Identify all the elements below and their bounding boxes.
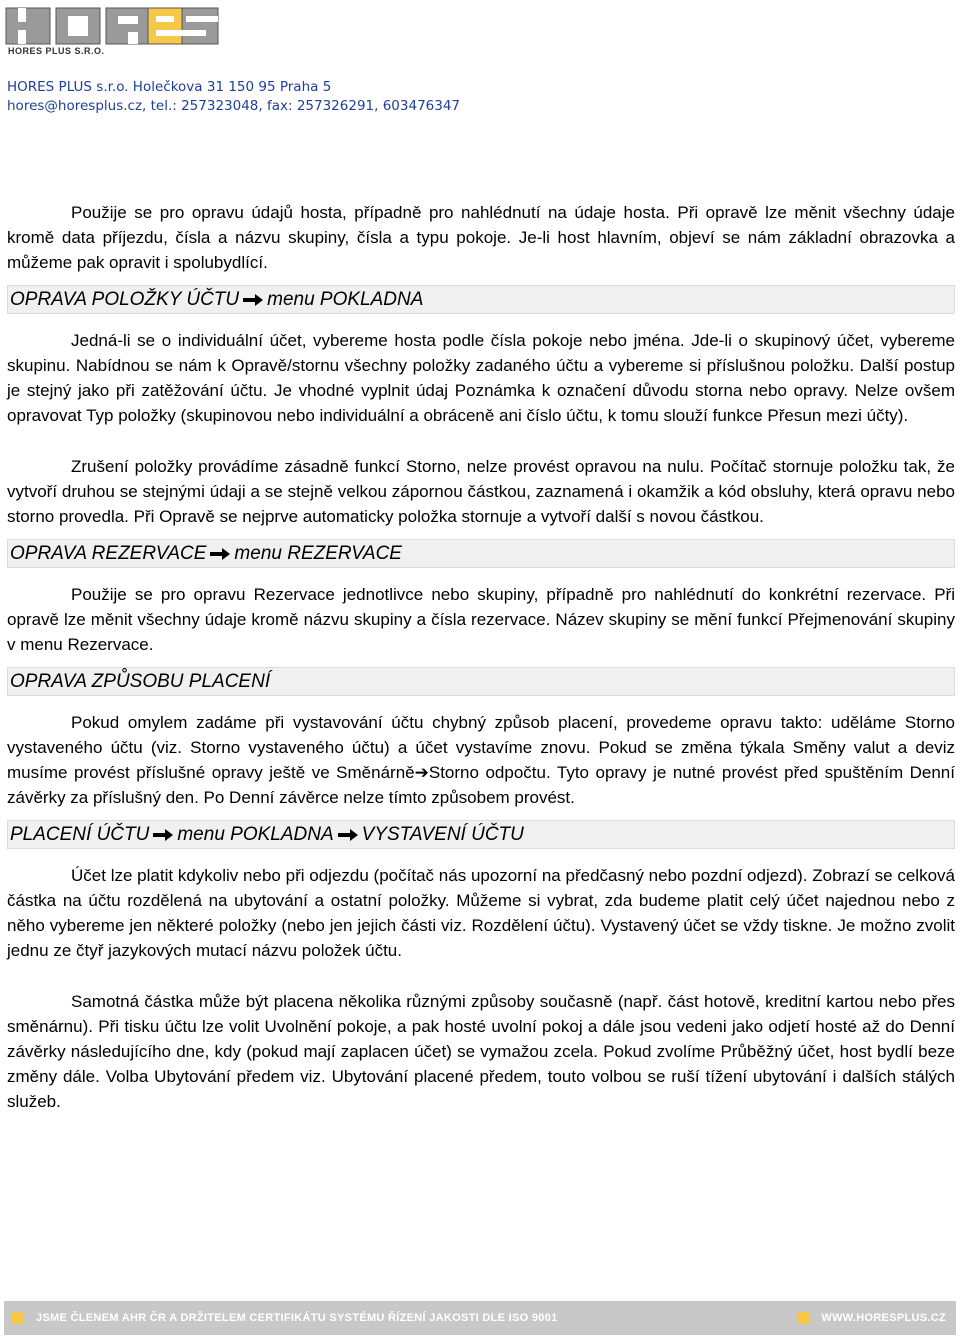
arrow-right-icon — [153, 821, 173, 848]
footer-certification-text: JSME ČLENEM AHR ČR A DRŽITELEM CERTIFIKÁTU SYSTÉMU ŘÍZENÍ JAKOSTI DLE ISO 9001 — [36, 1312, 558, 1324]
section-heading-oprava-polozky — [7, 285, 955, 314]
section-heading-oprava-zpusobu-placeni — [7, 667, 955, 696]
section-heading-oprava-rezervace — [7, 539, 955, 568]
section-paragraph: Použije se pro opravu Rezervace jednotlivce nebo skupiny, případně pro nahlédnutí do konkrétní rezervace. Při opravě lze měnit všechny údaje kromě názvu skupiny a čísla rezervace. Název skupiny se mění funkcí Přejmenování skupiny v menu Rezervace. — [7, 585, 955, 654]
intro-paragraph: Použije se pro opravu údajů hosta, případně pro nahlédnutí na údaje hosta. Při opravě lze měnit všechny údaje kromě data příjezdu, čísla a názvu skupiny, čísla a typu pokoje. Je-li host hlavním, objeví se nám základní obrazovka a můžeme pak opravit i spolubydlící. — [7, 203, 955, 272]
section-title: PLACENÍ ÚČTU — [10, 824, 150, 845]
section-submenu: VYSTAVENÍ ÚČTU — [361, 824, 524, 845]
arrow-right-icon — [210, 540, 230, 567]
footer-square-icon — [797, 1312, 809, 1324]
section-menu: menu POKLADNA — [177, 824, 334, 845]
section-title: OPRAVA ZPŮSOBU PLACENÍ — [10, 671, 271, 692]
logo-subtitle: HORES PLUS S.R.O. — [8, 46, 105, 56]
section-paragraph: Pokud omylem zadáme při vystavování účtu chybný způsob placení, provedeme opravu takto: uděláme Storno vystaveného účtu (viz. Storno vystaveného účtu) a účet vystavíme znovu. Pokud se změna týkala Směny valut a deviz musíme provést příslušné opravy ještě ve Směnárně➔Storno odpočtu. Tyto opravy je nutné provést před spuštěním Denní závěrky za příslušný den. Po Denní závěrce nelze tímto způsobem provést. — [7, 713, 955, 807]
footer-bar — [4, 1301, 956, 1335]
contact-block — [7, 78, 460, 116]
section-title: OPRAVA POLOŽKY ÚČTU — [10, 289, 240, 310]
hores-logo-graphic — [4, 4, 220, 48]
document-body — [7, 200, 955, 1114]
section-paragraph: Účet lze platit kdykoliv nebo při odjezdu (počítač nás upozorní na předčasný nebo pozdní odjezd). Zobrazí se celková částka na účtu rozdělená na ubytování a ostatní položky. Můžeme si vybrat, zda budeme platit celý účet najednou nebo z něho vybereme jen některé položky (nebo jen jejich části viz. Rozdělení účtu). Vystavený účet se vždy tiskne. Je možno zvolit jednu ze čtyř jazykových mutací názvu položek účtu. — [7, 866, 955, 960]
section-paragraph: Samotná částka může být placena několika různými způsoby současně (např. část hotově, kreditní kartou nebo přes směnárnu). Při tisku účtu lze volit Uvolnění pokoje, a pak hosté uvolní pokoj a dále jsou vedeni jako odjetí hosté až do Denní závěrky následujícího dne, kdy (pokud mají zaplacen účet) se vymažou zcela. Pokud zvolíme Průběžný účet, host bydlí beze změny dále. Volba Ubytování předem viz. Ubytování placené předem, touto volbou se ruší tížení ubytování i dalších stálých služeb. — [7, 992, 955, 1111]
section-paragraph: Zrušení položky provádíme zásadně funkcí Storno, nelze provést opravou na nulu. Počítač stornuje položku tak, že vytvoří druhou se stejnými údaji a se stejně velkou zápornou částkou, zaznamená i okamžik a kód obsluhy, která opravu nebo storno provedla. Při Opravě se nejprve automaticky položka stornuje a vytvoří další s novou částkou. — [7, 457, 955, 526]
section-menu: menu POKLADNA — [267, 289, 424, 310]
footer-square-icon — [12, 1312, 24, 1324]
section-heading-placeni-uctu — [7, 820, 955, 849]
contact-phone-email: hores@horesplus.cz, tel.: 257323048, fax: 257326291, 603476347 — [7, 98, 461, 114]
section-paragraph: Jedná-li se o individuální účet, vybereme hosta podle čísla pokoje nebo jména. Jde-li o skupinový účet, vybereme skupinu. Nabídnou se nám k Opravě/stornu všechny položky zadaného účtu a vybereme si příslušnou položku. Další postup je stejný jako při zatěžování účtu. Je vhodné vyplnit údaj Poznámka k označení důvodu storna nebo opravy. Nelze ovšem opravovat Typ položky (skupinovou nebo individuální a obráceně ani číslo účtu, k tomu slouží funkce Přesun mezi účty). — [7, 331, 955, 425]
arrow-right-icon — [243, 286, 263, 313]
section-title: OPRAVA REZERVACE — [10, 543, 207, 564]
contact-address: HORES PLUS s.r.o. Holečkova 31 150 95 Praha 5 — [7, 79, 332, 95]
section-menu: menu REZERVACE — [234, 543, 402, 564]
arrow-right-icon — [338, 821, 358, 848]
footer-website-link[interactable]: WWW.HORESPLUS.CZ — [821, 1312, 946, 1324]
